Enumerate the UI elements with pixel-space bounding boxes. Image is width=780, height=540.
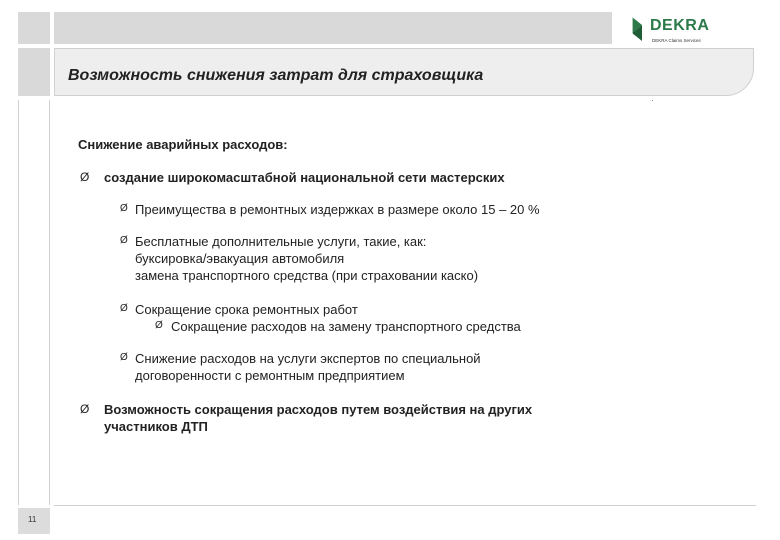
sub-item-1: Преимущества в ремонтных издержках в размере около 15 – 20 % (135, 202, 540, 217)
nested-bullet-arrow-icon: Ø (155, 320, 163, 331)
sub-bullet-arrow-icon: Ø (120, 235, 128, 246)
sub-item-3-nested: Сокращение расходов на замену транспортного средства (171, 319, 521, 334)
header-square-left (18, 48, 50, 96)
slide-title: Возможность снижения затрат для страховщика (68, 67, 484, 84)
header-square-top (18, 12, 50, 44)
logo-wordmark: DEKRA (650, 17, 710, 34)
section-heading: Снижение аварийных расходов: (78, 137, 288, 152)
list-item-2-line-2: участников ДТП (104, 419, 208, 434)
sub-item-4-line-2: договоренности с ремонтным предприятием (135, 368, 405, 383)
left-rail (18, 100, 50, 505)
bullet-arrow-icon: Ø (80, 402, 90, 416)
sub-item-2-line-2: буксировка/эвакуация автомобиля (135, 251, 345, 266)
logo-subtitle: DEKRA Claims Services (652, 38, 701, 43)
sub-item-3: Сокращение срока ремонтных работ (135, 302, 358, 317)
list-item-2-line-1: Возможность сокращения расходов путем воздействия на других (104, 402, 533, 417)
sub-item-2-line-3: замена транспортного средства (при страховании каско) (135, 268, 479, 283)
sub-bullet-arrow-icon: Ø (120, 203, 128, 214)
bullet-arrow-icon: Ø (80, 170, 90, 184)
header-bar-top (54, 12, 612, 44)
footer-line (54, 505, 756, 506)
sub-item-2-line-1: Бесплатные дополнительные услуги, такие, как: (135, 234, 427, 249)
sub-bullet-arrow-icon: Ø (120, 352, 128, 363)
list-item-1: создание широкомасштабной национальной сети мастерских (104, 170, 505, 185)
page-number: 11 (28, 515, 37, 524)
sub-bullet-arrow-icon: Ø (120, 303, 128, 314)
divider-dot (652, 100, 653, 101)
sub-item-4-line-1: Снижение расходов на услуги экспертов по специальной (135, 351, 481, 366)
